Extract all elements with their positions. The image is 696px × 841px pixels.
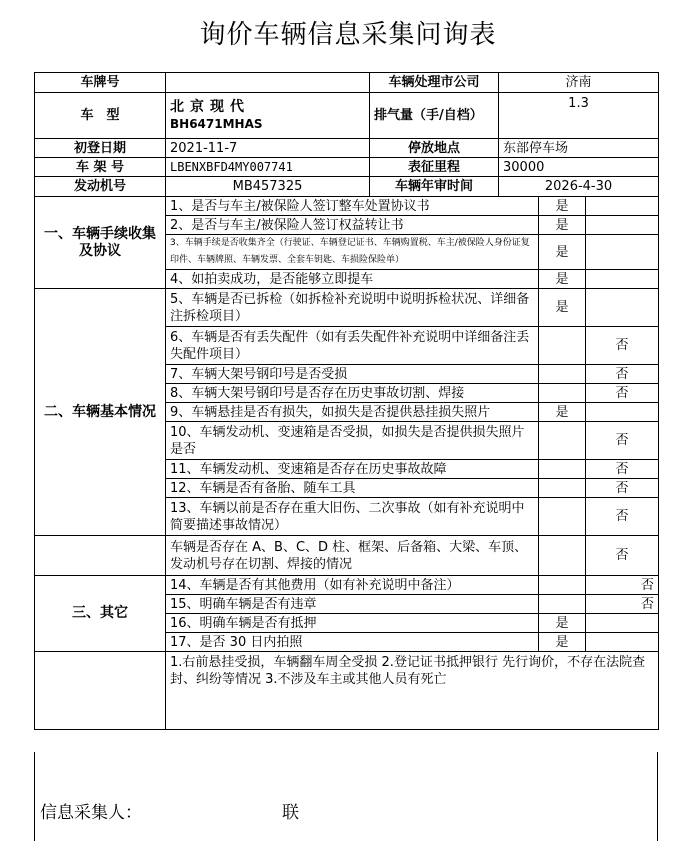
reg-date-label: 初登日期 bbox=[35, 139, 166, 158]
item-4-no[interactable] bbox=[586, 270, 659, 289]
item-14-question: 14、车辆是否有其他费用（如有补充说明中备注） bbox=[166, 576, 539, 595]
park-label: 停放地点 bbox=[370, 139, 499, 158]
item-2-question: 2、是否与车主/被保险人签订权益转让书 bbox=[166, 216, 539, 235]
item-6-no[interactable]: 否 bbox=[586, 327, 659, 365]
inspection-label: 车辆年审时间 bbox=[370, 177, 499, 197]
item-11-yes[interactable] bbox=[539, 460, 586, 479]
item-15-no[interactable]: 否 bbox=[586, 595, 659, 614]
engine-label: 发动机号 bbox=[35, 177, 166, 197]
item-5-no[interactable] bbox=[586, 289, 659, 327]
section-procedures: 一、车辆手续收集及协议 bbox=[35, 197, 166, 289]
item-11-question: 11、车辆发动机、变速箱是否存在历史事故故障 bbox=[166, 460, 539, 479]
item-14-yes[interactable] bbox=[539, 576, 586, 595]
item-10-question: 10、车辆发动机、变速箱是否受损，如损失是否提供损失照片是否 bbox=[166, 422, 539, 460]
item-17-no[interactable] bbox=[586, 633, 659, 652]
engine-value[interactable]: MB457325 bbox=[166, 177, 370, 197]
collector-label: 信息采集人： bbox=[40, 803, 142, 823]
item-5-question: 5、车辆是否已拆检（如拆检补充说明中说明拆检状况、详细备注拆检项目） bbox=[166, 289, 539, 327]
item-1-question: 1、是否与车主/被保险人签订整车处置协议书 bbox=[166, 197, 539, 216]
item-pillar-no[interactable]: 否 bbox=[586, 536, 659, 576]
supplementary-notes[interactable]: 1.右前悬挂受损，车辆翻车周全受损 2.登记证书抵押银行 先行询价，不存在法院查封、纠纷等情况 3.不涉及车主或其他人员有死亡 bbox=[166, 652, 659, 730]
item-8-yes[interactable] bbox=[539, 384, 586, 403]
item-10-yes[interactable] bbox=[539, 422, 586, 460]
vin-label: 车 架 号 bbox=[35, 158, 166, 177]
displacement-label: 排气量（手/自档） bbox=[370, 93, 499, 139]
item-3-yes[interactable]: 是 bbox=[539, 235, 586, 270]
mileage-value[interactable]: 30000 bbox=[499, 158, 659, 177]
item-13-question: 13、车辆以前是否存在重大旧伤、二次事故（如有补充说明中简要描述事故情况） bbox=[166, 498, 539, 536]
item-16-no[interactable] bbox=[586, 614, 659, 633]
item-11-no[interactable]: 否 bbox=[586, 460, 659, 479]
item-3-no[interactable] bbox=[586, 235, 659, 270]
item-2-no[interactable] bbox=[586, 216, 659, 235]
park-value[interactable]: 东部停车场 bbox=[499, 139, 659, 158]
item-1-yes[interactable]: 是 bbox=[539, 197, 586, 216]
model-brand: 北京现代 bbox=[170, 98, 250, 115]
item-4-question: 4、如拍卖成功，是否能够立即提车 bbox=[166, 270, 539, 289]
inspection-value[interactable]: 2026-4-30 bbox=[499, 177, 659, 197]
item-7-yes[interactable] bbox=[539, 365, 586, 384]
model-label: 车 型 bbox=[35, 93, 166, 139]
footer-frame bbox=[34, 752, 658, 841]
reg-date-value[interactable]: 2021-11-7 bbox=[166, 139, 370, 158]
item-13-no[interactable]: 否 bbox=[586, 498, 659, 536]
item-7-question: 7、车辆大架号钢印号是否受损 bbox=[166, 365, 539, 384]
item-17-question: 17、是否 30 日内拍照 bbox=[166, 633, 539, 652]
item-16-yes[interactable]: 是 bbox=[539, 614, 586, 633]
displacement-value[interactable]: 1.3 bbox=[499, 93, 659, 139]
item-15-question: 15、明确车辆是否有违章 bbox=[166, 595, 539, 614]
page-title: 询价车辆信息采集问询表 bbox=[199, 20, 497, 50]
section-basic: 二、车辆基本情况 bbox=[35, 289, 166, 536]
item-9-no[interactable] bbox=[586, 403, 659, 422]
item-13-yes[interactable] bbox=[539, 498, 586, 536]
plate-value-field[interactable] bbox=[166, 73, 370, 93]
item-9-yes[interactable]: 是 bbox=[539, 403, 586, 422]
item-9-question: 9、车辆悬挂是否有损失，如损失是否提供悬挂损失照片 bbox=[166, 403, 539, 422]
item-8-question: 8、车辆大架号钢印号是否存在历史事故切割、焊接 bbox=[166, 384, 539, 403]
item-6-question: 6、车辆是否有丢失配件（如有丢失配件补充说明中详细备注丢失配件项目） bbox=[166, 327, 539, 365]
item-15-yes[interactable] bbox=[539, 595, 586, 614]
contact-label: 联 bbox=[282, 803, 299, 823]
item-10-no[interactable]: 否 bbox=[586, 422, 659, 460]
company-value[interactable]: 济南 bbox=[499, 73, 659, 93]
model-value[interactable] bbox=[166, 93, 370, 139]
plate-label: 车牌号 bbox=[35, 73, 166, 93]
notes-label-cell bbox=[35, 652, 166, 730]
item-6-yes[interactable] bbox=[539, 327, 586, 365]
item-16-question: 16、明确车辆是否有抵押 bbox=[166, 614, 539, 633]
item-12-yes[interactable] bbox=[539, 479, 586, 498]
item-pillar-question: 车辆是否存在 A、B、C、D 柱、框架、后备箱、大梁、车顶、发动机号存在切割、焊接的情况 bbox=[166, 536, 539, 576]
item-5-yes[interactable]: 是 bbox=[539, 289, 586, 327]
item-1-no[interactable] bbox=[586, 197, 659, 216]
item-12-question: 12、车辆是否有备胎、随车工具 bbox=[166, 479, 539, 498]
item-17-yes[interactable]: 是 bbox=[539, 633, 586, 652]
item-pillar-yes[interactable] bbox=[539, 536, 586, 576]
item-7-no[interactable]: 否 bbox=[586, 365, 659, 384]
company-label: 车辆处理市公司 bbox=[370, 73, 499, 93]
inquiry-form-table bbox=[34, 72, 659, 730]
item-2-yes[interactable]: 是 bbox=[539, 216, 586, 235]
blank-section-cell bbox=[35, 536, 166, 576]
section-other: 三、其它 bbox=[35, 576, 166, 652]
item-8-no[interactable]: 否 bbox=[586, 384, 659, 403]
model-code: BH6471MHAS bbox=[170, 116, 263, 131]
item-14-no[interactable]: 否 bbox=[586, 576, 659, 595]
mileage-label: 表征里程 bbox=[370, 158, 499, 177]
vin-value[interactable]: LBENXBFD4MY007741 bbox=[166, 158, 370, 177]
item-3-question: 3、车辆手续是否收集齐全（行驶证、车辆登记证书、车辆购置税、车主/被保险人身份证复印件、车辆牌照、车辆发票、全套车钥匙、车损险保险单） bbox=[166, 235, 539, 270]
item-12-no[interactable]: 否 bbox=[586, 479, 659, 498]
item-4-yes[interactable]: 是 bbox=[539, 270, 586, 289]
